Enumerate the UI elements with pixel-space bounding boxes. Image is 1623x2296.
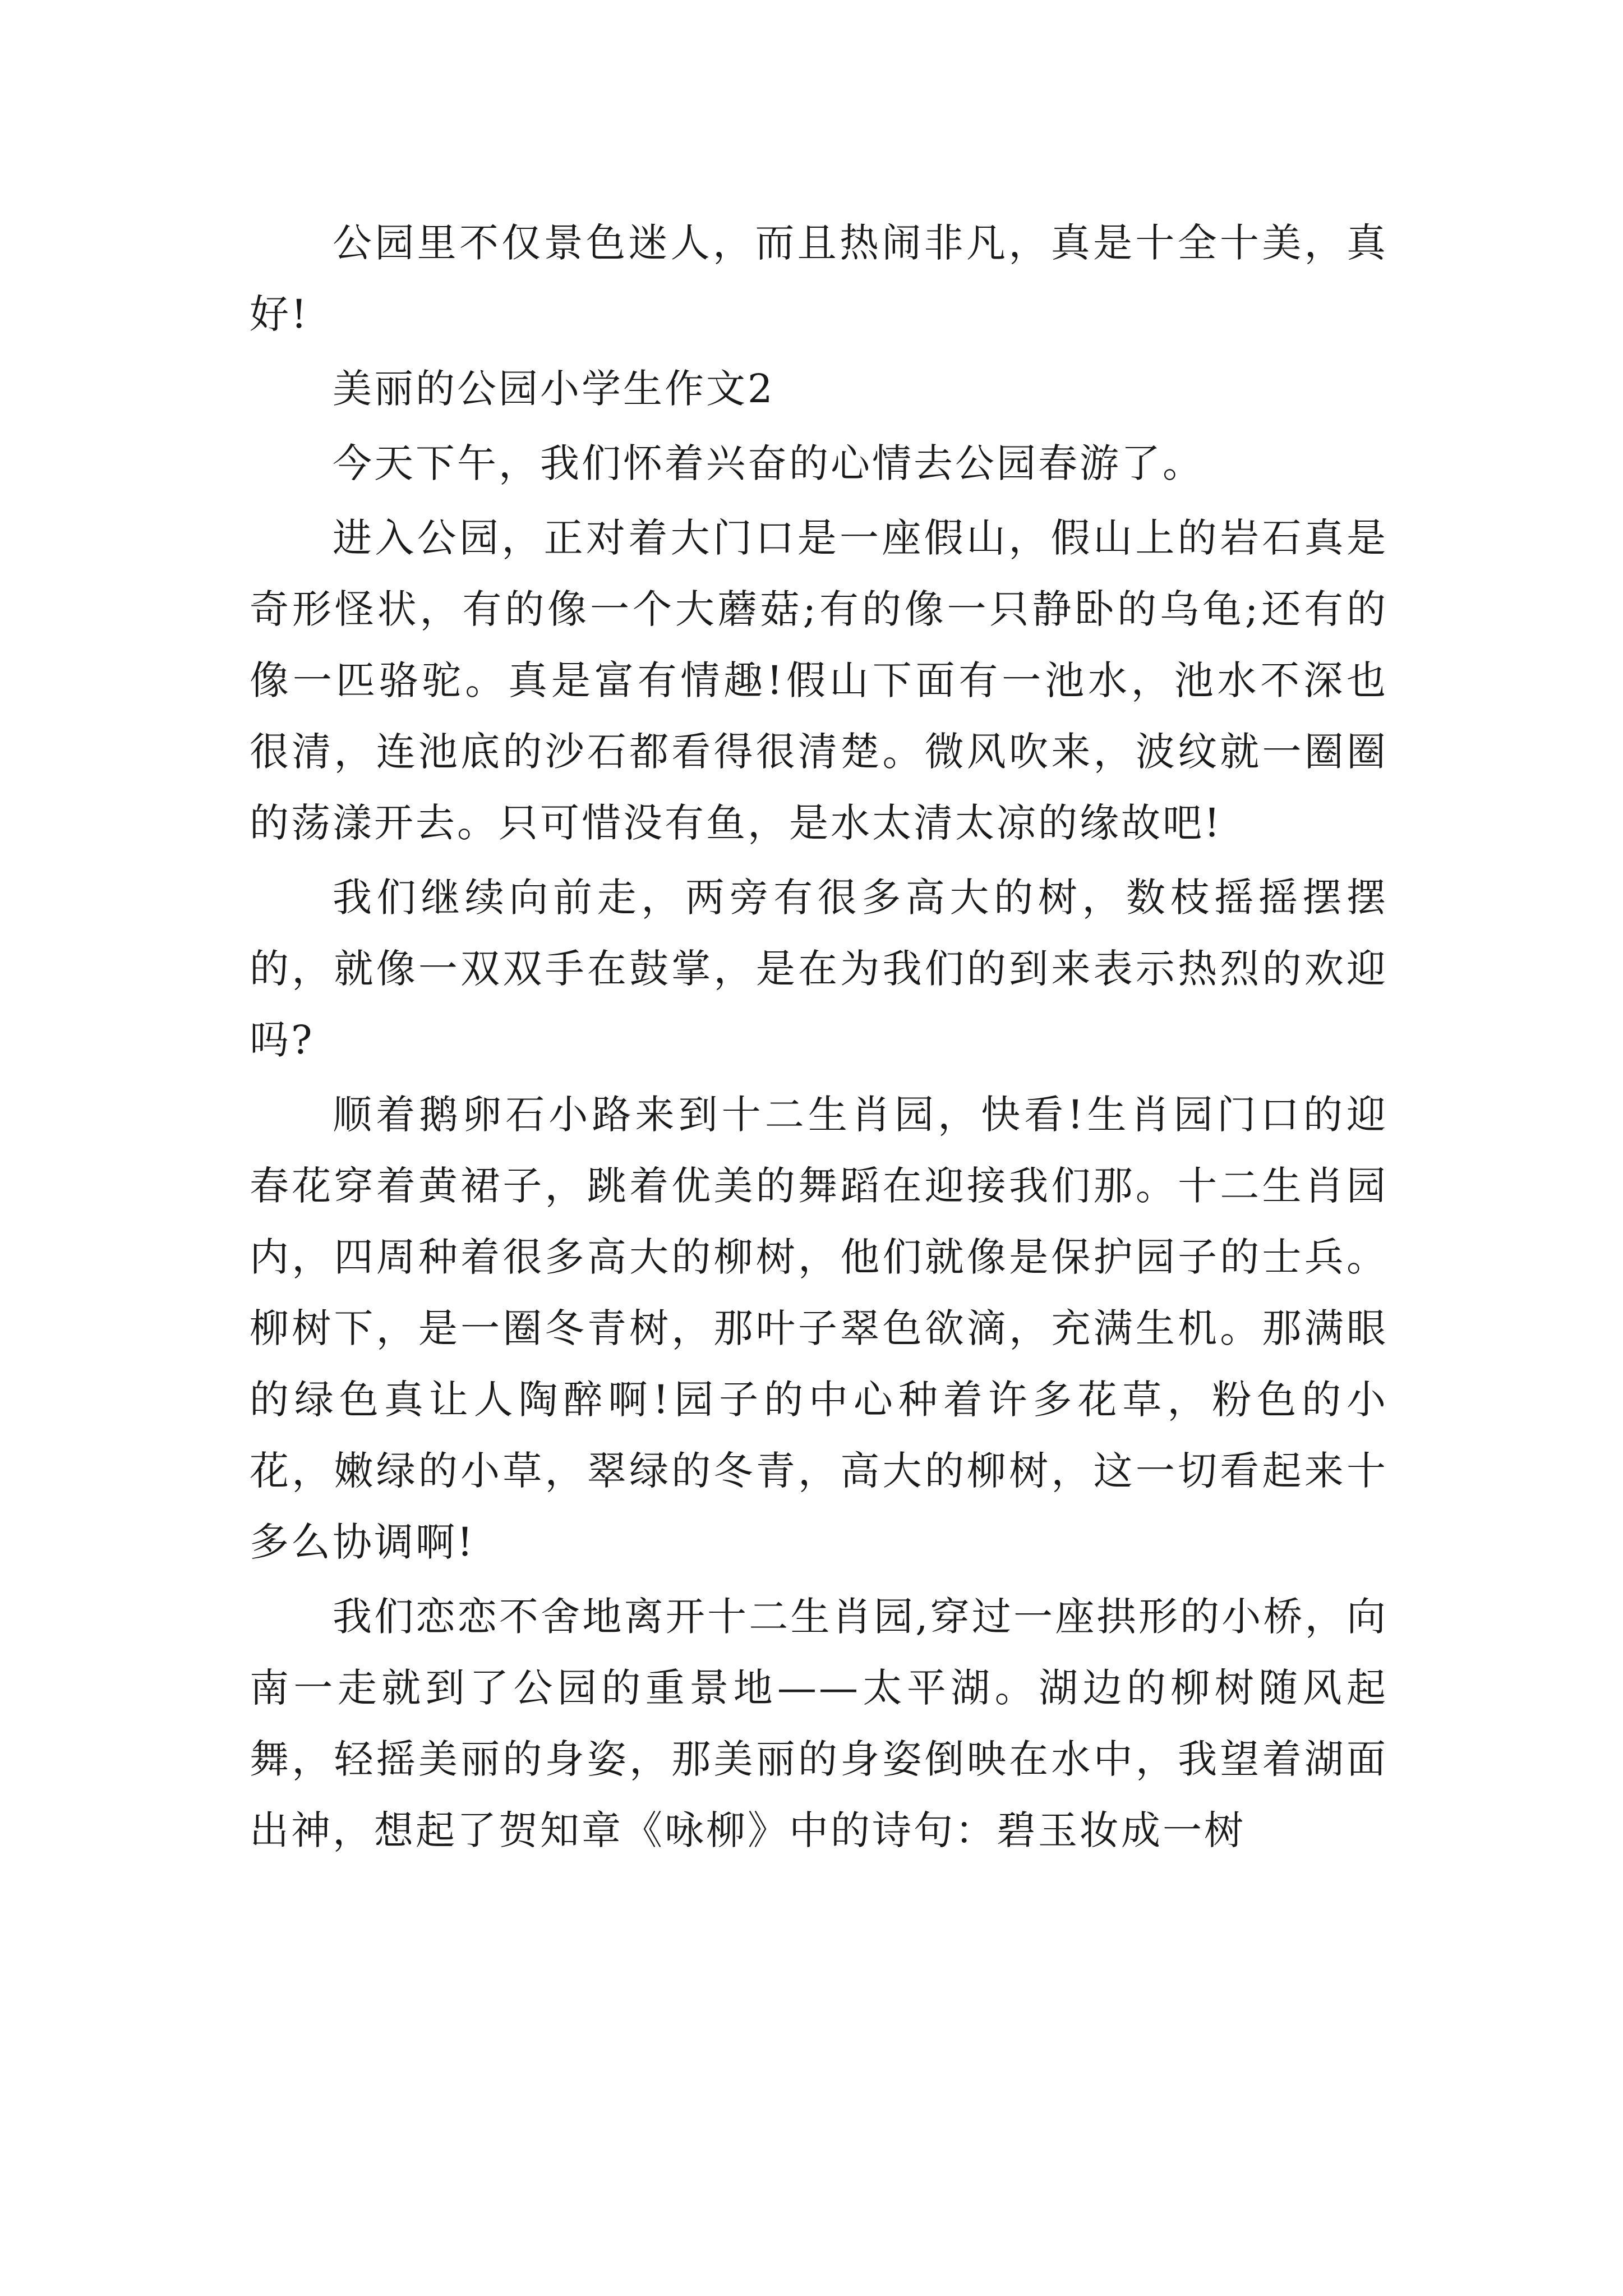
paragraph-closing: 公园里不仅景色迷人，而且热闹非凡，真是十全十美，真好! (250, 220, 1388, 337)
paragraph-trees: 我们继续向前走，两旁有很多高大的树，数枝摇摇摆摆的，就像一双双手在鼓掌，是在为我们的到来表示热烈的欢迎吗? (250, 875, 1388, 1063)
essay-subtitle: 美丽的公园小学生作文2 (333, 366, 775, 412)
paragraph-lake: 我们恋恋不舍地离开十二生肖园,穿过一座拱形的小桥，向南一走就到了公园的重景地——太平湖。湖边的柳树随风起舞，轻摇美丽的身姿，那美丽的身姿倒映在水中，我望着湖面出神，想起了贺知章《咏柳》中的诗句：碧玉妆成一树 (250, 1594, 1388, 1853)
paragraph-rockery: 进入公园，正对着大门口是一座假山，假山上的岩石真是奇形怪状，有的像一个大蘑菇;有的像一只静卧的乌龟;还有的像一匹骆驼。真是富有情趣!假山下面有一池水，池水不深也很清，连池底的沙石都看得很清楚。微风吹来，波纹就一圈圈的荡漾开去。只可惜没有鱼，是水太清太凉的缘故吧! (250, 515, 1388, 846)
paragraph-zodiac-garden: 顺着鹅卵石小路来到十二生肖园，快看!生肖园门口的迎春花穿着黄裙子，跳着优美的舞蹈在迎接我们那。十二生肖园内，四周种着很多高大的柳树，他们就像是保护园子的士兵。柳树下，是一圈冬青树，那叶子翠色欲滴，充满生机。那满眼的绿色真让人陶醉啊!园子的中心种着许多花草，粉色的小花，嫩绿的小草，翠绿的冬青，高大的柳树，这一切看起来十多么协调啊! (250, 1092, 1388, 1565)
paragraph-intro: 今天下午，我们怀着兴奋的心情去公园春游了。 (333, 440, 1204, 486)
essay-body (250, 208, 1388, 1870)
